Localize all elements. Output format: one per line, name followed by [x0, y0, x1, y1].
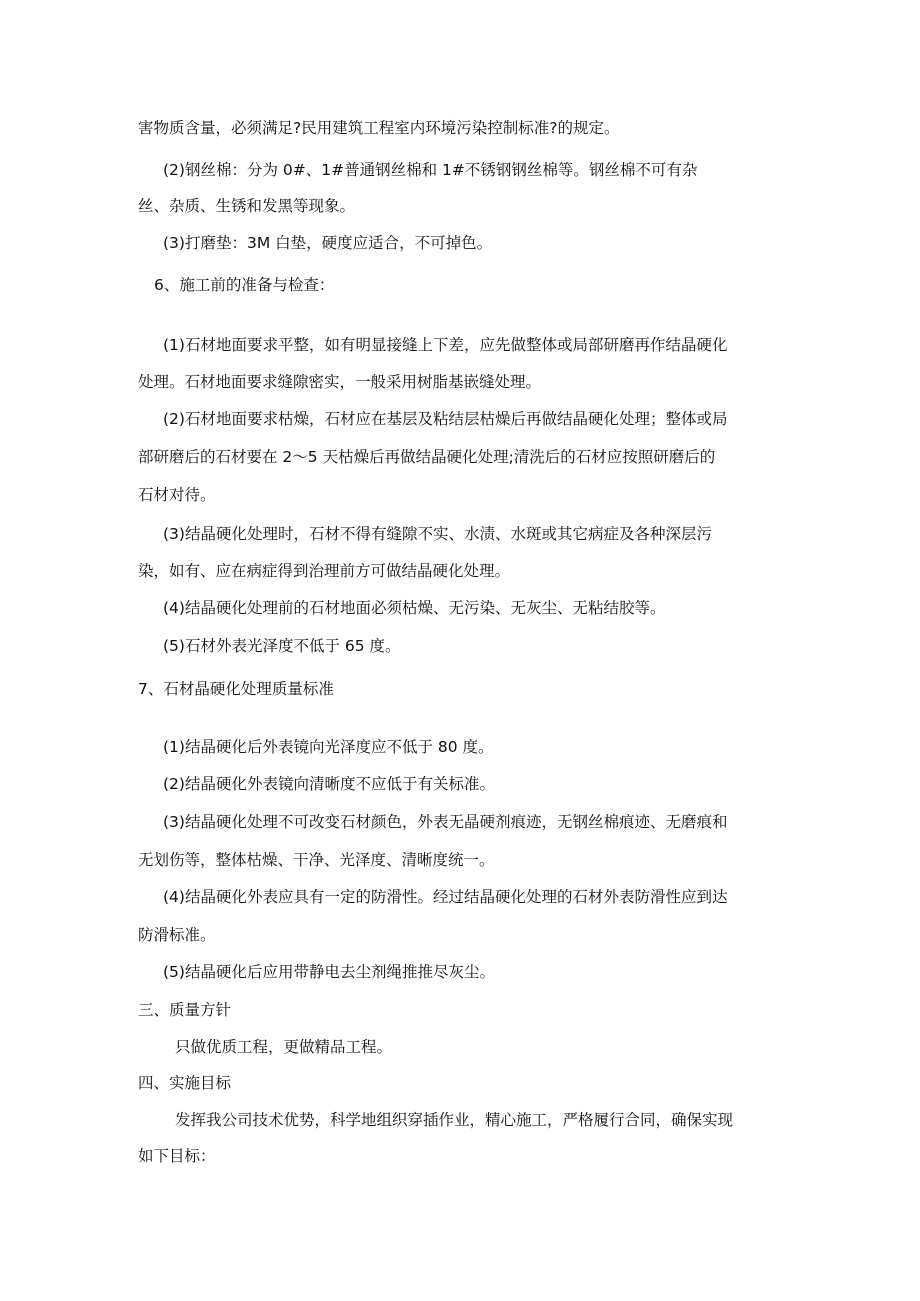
section-heading: 7、石材晶硬化处理质量标准	[138, 680, 334, 698]
paragraph-line: 如下目标：	[138, 1147, 216, 1165]
paragraph-line: (3)打磨垫：3M 白垫，硬度应适合，不可掉色。	[163, 234, 493, 252]
paragraph-line: 无划伤等，整体枯燥、干净、光泽度、清晰度统一。	[138, 851, 495, 869]
paragraph-line: 处理。石材地面要求缝隙密实，一般采用树脂基嵌缝处理。	[138, 373, 542, 391]
paragraph-line: 只做优质工程，更做精品工程。	[175, 1038, 393, 1056]
paragraph-line: (2)钢丝棉：分为 0#、1#普通钢丝棉和 1#不锈钢钢丝棉等。钢丝棉不可有杂	[163, 161, 698, 179]
paragraph-line: (4)结晶硬化外表应具有一定的防滑性。经过结晶硬化处理的石材外表防滑性应到达	[163, 888, 728, 906]
paragraph-line: (2)石材地面要求枯燥，石材应在基层及粘结层枯燥后再做结晶硬化处理；整体或局	[163, 410, 728, 428]
paragraph-line: 石材对待。	[138, 486, 216, 504]
paragraph-line: (3)结晶硬化处理时，石材不得有缝隙不实、水渍、水斑或其它病症及各种深层污	[163, 525, 712, 543]
paragraph-line: (1)石材地面要求平整，如有明显接缝上下差，应先做整体或局部研磨再作结晶硬化	[163, 336, 728, 354]
paragraph-line: (1)结晶硬化后外表镜向光泽度应不低于 80 度。	[163, 738, 494, 756]
section-heading: 三、质量方针	[138, 1001, 232, 1019]
paragraph-line: (5)石材外表光泽度不低于 65 度。	[163, 637, 401, 655]
section-heading: 6、施工前的准备与检查：	[154, 276, 335, 294]
paragraph-line: 防滑标准。	[138, 926, 216, 944]
paragraph-line: (3)结晶硬化处理不可改变石材颜色，外表无晶硬剂痕迹，无钢丝棉痕迹、无磨痕和	[163, 813, 728, 831]
section-heading: 四、实施目标	[138, 1074, 232, 1092]
paragraph-line: 染，如有、应在病症得到治理前方可做结晶硬化处理。	[138, 562, 511, 580]
paragraph-line: (4)结晶硬化处理前的石材地面必须枯燥、无污染、无灰尘、无粘结胶等。	[163, 599, 666, 617]
paragraph-line: (2)结晶硬化外表镜向清晰度不应低于有关标准。	[163, 775, 495, 793]
paragraph-line: 害物质含量，必须满足?民用建筑工程室内环境污染控制标准?的规定。	[138, 119, 620, 137]
paragraph-line: 丝、杂质、生锈和发黑等现象。	[138, 197, 356, 215]
paragraph-line: 部研磨后的石材要在 2～5 天枯燥后再做结晶硬化处理;清洗后的石材应按照研磨后的	[138, 448, 716, 466]
paragraph-line: (5)结晶硬化后应用带静电去尘剂绳推推尽灰尘。	[163, 963, 495, 981]
paragraph-line: 发挥我公司技术优势，科学地组织穿插作业，精心施工，严格履行合同，确保实现	[175, 1111, 734, 1129]
